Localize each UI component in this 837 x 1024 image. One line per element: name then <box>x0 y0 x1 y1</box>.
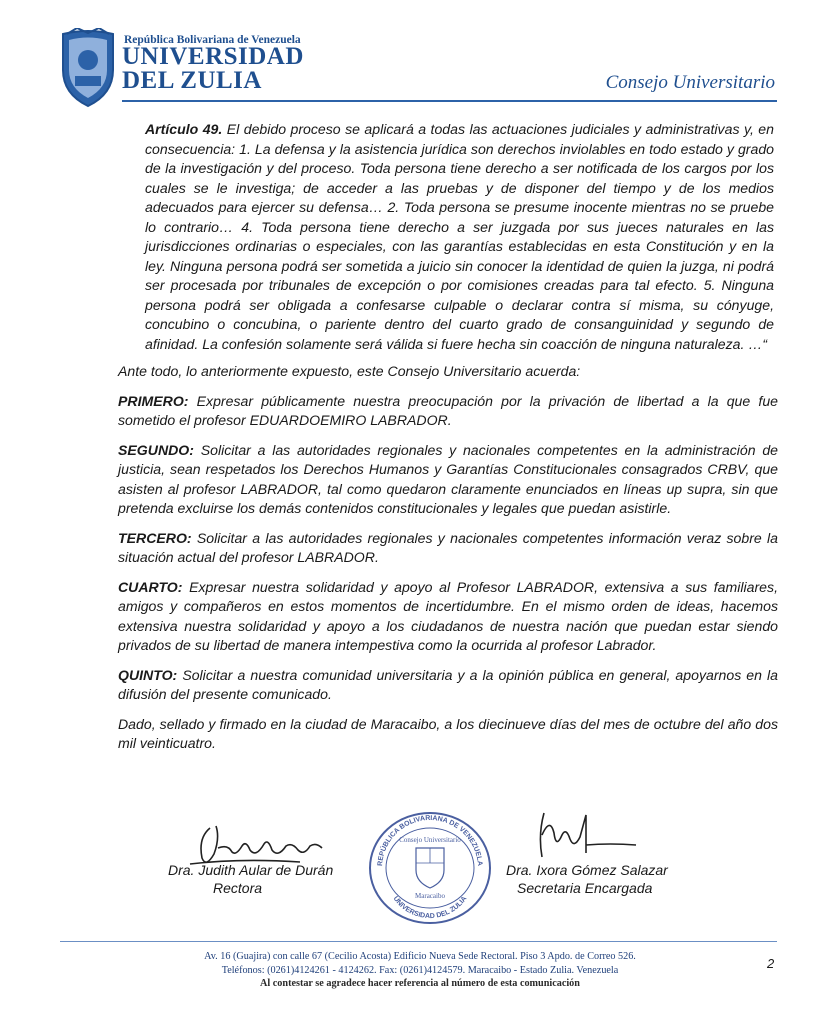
university-name-line1: UNIVERSIDAD <box>122 43 304 70</box>
resolution-label: CUARTO: <box>118 578 183 595</box>
footer-notice: Al contestar se agradece hacer referencia al número de esta comunicación <box>260 978 580 989</box>
document-body <box>118 120 778 764</box>
footer-phones: Teléfonos: (0261)4124261 - 4124262. Fax: (0261)4124579. Maracaibo - Estado Zulia. Venezuela <box>221 964 619 976</box>
seal-ring-text: REPÚBLICA BOLIVARIANA DE VENEZUELA <box>376 814 484 867</box>
article-label: Artículo 49. <box>145 121 223 137</box>
seal-inner-text: Consejo Universitario <box>399 836 461 844</box>
resolution-text: Expresar públicamente nuestra preocupación por la privación de libertad a la que fue sometido el profesor EDUARDOEMIRO LABRADOR. <box>118 392 778 428</box>
resolution-label: TERCERO: <box>118 529 192 546</box>
article-text: El debido proceso se aplicará a todas las actuaciones judiciales y administrativas y, en consecuencia: 1. La defensa y la asistencia jurídica son derechos inviolables en todo estado y grado de la investigación y del proceso. Toda persona tiene derecho a ser notificada de los cargos por los cuales se le investiga; de acceder a las pruebas y de disponer del tiempo y de los medios adecuados para ejercer su defensa… 2. Toda persona se presume inocente mientras no se pruebe lo contrario… 4. Toda persona tiene derecho a ser juzgada por sus jueces naturales en las jurisdicciones ordinarias o especiales, con las garantías establecidas en esta Constitución y en la ley. Ninguna persona podrá ser sometida a juicio sin conocer la identidad de quien la juzga, ni podrá ser procesada por tribunales de excepción o por comisiones creadas para tal efecto. 5. Ninguna persona podrá ser obligada a confesarse culpable o declarar contra sí misma, su cónyuge, concubino o concubina, o pariente dentro del cuarto grado de consanguinidad y segundo de afinidad. La confesión solamente será válida si fuere hecha sin coacción de ninguna naturaleza. …“ <box>145 121 774 352</box>
resolution-segundo <box>118 441 778 519</box>
closing-paragraph: Dado, sellado y firmado en la ciudad de Maracaibo, a los diecinueve días del mes de octubre del año dos mil veinticuatro. <box>118 715 778 751</box>
seal-bottom-text: UNIVERSIDAD DEL ZULIA <box>391 895 469 921</box>
signatory-role-secretaria: Secretaria Encargada <box>517 880 653 896</box>
signatory-name-rectora: Dra. Judith Aular de Durán <box>168 862 334 878</box>
signatory-name-secretaria: Dra. Ixora Gómez Salazar <box>506 862 668 878</box>
office-name: Consejo Universitario <box>605 72 775 93</box>
resolution-text: Solicitar a nuestra comunidad universitaria y a la opinión pública en general, apoyarnos en la difusión del presente comunicado. <box>118 666 779 702</box>
page-number: 2 <box>767 956 775 971</box>
resolution-tercero <box>118 529 778 568</box>
letterhead <box>0 0 837 115</box>
footer-address: Av. 16 (Guajira) con calle 67 (Cecilio Acosta) Edificio Nueva Sede Rectoral. Piso 3 Apdo. de Correo 526. <box>204 951 636 962</box>
resolution-text: Solicitar a las autoridades regionales y nacionales competentes en la administración de justicia, sean respetados los Derechos Humanos y Garantías Constitucionales consagrados CRBV, que asisten al profesor LABRADOR, tal como quedaron claramente enunciados en líneas up supra, sin que pretenda excluirse los demás contenidos constitucionales y legales que puedan asistirle. <box>118 441 779 516</box>
resolution-quinto <box>118 666 778 705</box>
lead-paragraph: Ante todo, lo anteriormente expuesto, este Consejo Universitario acuerda: <box>118 363 581 379</box>
footer <box>120 950 720 991</box>
header-divider <box>122 100 777 102</box>
country-name: República Bolivariana de Venezuela <box>124 34 301 46</box>
resolution-label: QUINTO: <box>118 666 178 683</box>
resolution-label: PRIMERO: <box>118 392 189 409</box>
article-49-quote <box>145 120 774 354</box>
resolution-primero <box>118 392 778 431</box>
university-seal-stamp-icon <box>366 808 494 926</box>
resolution-text: Solicitar a las autoridades regionales y nacionales competentes información veraz sobre la situación actual del profesor LABRADOR. <box>118 529 778 565</box>
university-shield-icon <box>57 28 119 108</box>
resolution-label: SEGUNDO: <box>118 441 194 458</box>
signatory-role-rectora: Rectora <box>213 880 263 896</box>
resolution-text: Expresar nuestra solidaridad y apoyo al Profesor LABRADOR, extensiva a sus familiares, amigos y compañeros en estos momentos de incertidumbre. En el mismo orden de ideas, hacemos extensiva nuestra solidaridad y apoyo a los ciudadanos de nuestra nación que puedan estar siendo privados de su libertad de manera intempestiva como la ocurrida al profesor Labrador. <box>118 578 778 653</box>
university-name-line2: DEL ZULIA <box>122 67 262 94</box>
resolution-cuarto <box>118 578 778 656</box>
footer-divider <box>60 941 777 942</box>
seal-city: Maracaibo <box>415 892 445 900</box>
